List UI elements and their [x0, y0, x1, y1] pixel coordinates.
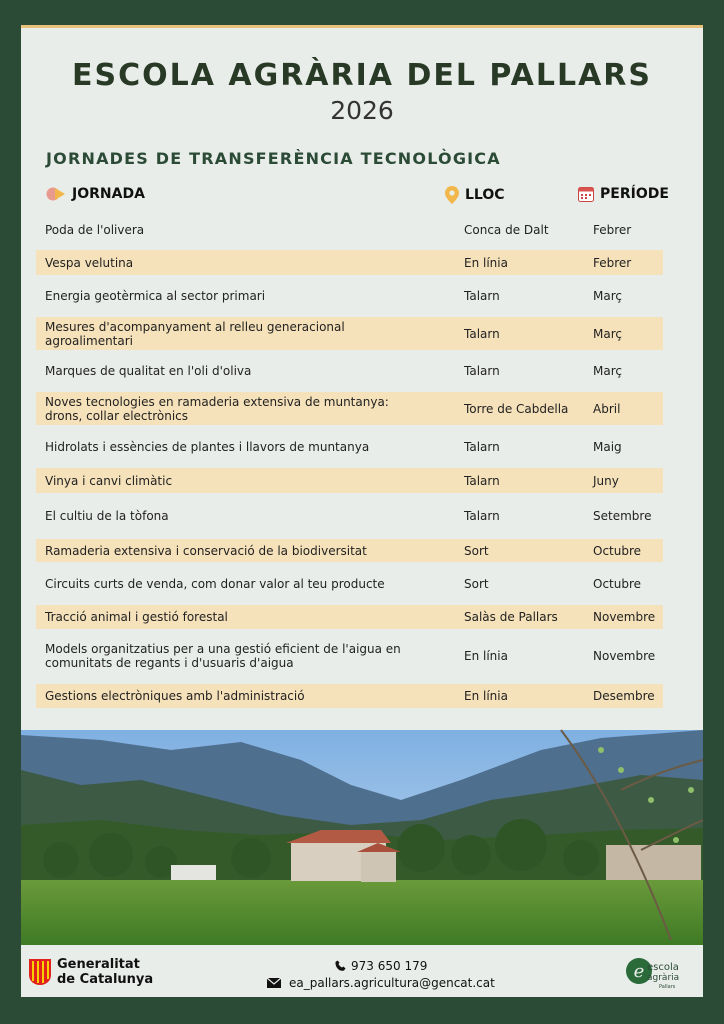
column-label: LLOC [465, 187, 505, 203]
generalitat-logo [29, 957, 153, 987]
lloc-cell: Talarn [464, 326, 500, 341]
jornada-cell: El cultiu de la tòfona [45, 509, 169, 523]
logo-line3: Pallars [659, 984, 676, 990]
periode-cell: Febrer [593, 255, 632, 270]
catalonia-flag-icon [29, 959, 51, 985]
lloc-cell: Sort [464, 543, 489, 558]
periode-cell: Juny [593, 473, 619, 488]
jornada-cell: Mesures d'acompanyament al relleu generacional agroalimentari [45, 319, 345, 348]
periode-cell: Novembre [593, 610, 656, 624]
periode-cell: Octubre [593, 577, 642, 591]
periode-cell: Març [593, 289, 622, 303]
table-row [36, 468, 663, 493]
periode-cell: Novembre [593, 649, 656, 663]
lloc-cell: Talarn [464, 440, 500, 454]
column-label: PERÍODE [600, 186, 669, 202]
periode-cell: Març [593, 364, 622, 378]
poster [21, 25, 703, 997]
table-row [36, 500, 663, 532]
table-row [36, 637, 663, 675]
lloc-cell: En línia [464, 255, 508, 270]
jornada-cell: Vinya i canvi climàtic [45, 473, 173, 488]
table-row [36, 605, 663, 629]
jornada-cell: Models organitzatius per a una gestió eficient de l'aigua en comunitats de regants i d'usuaris d'aigua [45, 642, 401, 670]
footer [21, 945, 703, 997]
table-row [36, 216, 663, 244]
logo-line1: escola [647, 962, 679, 973]
org-line1: Generalitat [57, 957, 140, 972]
table-row [36, 569, 663, 599]
phone-number[interactable]: 973 650 179 [351, 958, 428, 973]
jornada-cell: Hidrolats i essències de plantes i llavors de muntanya [45, 440, 370, 454]
periode-cell: Setembre [593, 509, 652, 523]
table-row [36, 392, 663, 425]
jornada-cell: Energia geotèrmica al sector primari [45, 289, 266, 303]
column-header-jornada [46, 186, 145, 202]
lloc-cell: Talarn [464, 509, 500, 523]
escola-agraria-logo [625, 953, 680, 997]
lloc-cell: En línia [464, 649, 508, 663]
table-row [36, 432, 663, 462]
section-title: JORNADES DE TRANSFERÈNCIA TECNOLÒGICA [46, 149, 501, 168]
year: 2026 [330, 96, 394, 125]
periode-cell: Desembre [593, 689, 655, 703]
table-row [36, 317, 663, 350]
table-row [36, 539, 663, 562]
lloc-cell: Sort [464, 577, 489, 591]
landscape-illustration [21, 730, 703, 945]
lloc-cell: Conca de Dalt [464, 223, 549, 237]
jornada-cell: Gestions electròniques amb l'administració [45, 689, 305, 703]
jornada-cell: Poda de l'olivera [45, 223, 145, 237]
email-icon [267, 978, 281, 988]
jornada-cell: Marques de qualitat en l'oli d'oliva [45, 364, 252, 378]
svg-text:e: e [633, 961, 645, 982]
lloc-cell: En línia [464, 689, 508, 703]
periode-cell: Maig [593, 440, 622, 454]
periode-cell: Octubre [593, 543, 642, 558]
org-line2: de Catalunya [57, 972, 154, 987]
jornada-cell: Tracció animal i gestió forestal [45, 610, 228, 624]
jornada-cell: Noves tecnologies en ramaderia extensiva de muntanya: drons, collar electrònics [45, 394, 389, 423]
table-row [36, 282, 663, 310]
jornada-cell: Circuits curts de venda, com donar valor al teu producte [45, 577, 385, 591]
column-header-lloc [445, 186, 505, 204]
table-row [36, 684, 663, 708]
lloc-cell: Torre de Cabdella [464, 401, 569, 416]
lloc-cell: Talarn [464, 289, 500, 303]
calendar-icon [578, 186, 594, 202]
email-address[interactable]: ea_pallars.agricultura@gencat.cat [289, 975, 495, 990]
jornada-cell: Ramaderia extensiva i conservació de la biodiversitat [45, 543, 367, 558]
table-row [36, 250, 663, 275]
column-label: JORNADA [72, 186, 145, 202]
lloc-cell: Talarn [464, 473, 500, 488]
location-pin-icon [445, 186, 459, 204]
periode-cell: Abril [593, 401, 621, 416]
lloc-cell: Salàs de Pallars [464, 610, 558, 624]
contact-block [267, 957, 495, 991]
logo-line2: agrària [647, 973, 680, 983]
landscape-photo [21, 730, 703, 945]
table-row [36, 356, 663, 386]
periode-cell: Març [593, 326, 622, 341]
lloc-cell: Talarn [464, 364, 500, 378]
arrow-icon [46, 187, 66, 201]
periode-cell: Febrer [593, 223, 632, 237]
phone-icon [335, 960, 347, 972]
column-header-periode [578, 186, 669, 202]
jornada-cell: Vespa velutina [45, 255, 134, 270]
page-title: ESCOLA AGRÀRIA DEL PALLARS [71, 58, 653, 93]
